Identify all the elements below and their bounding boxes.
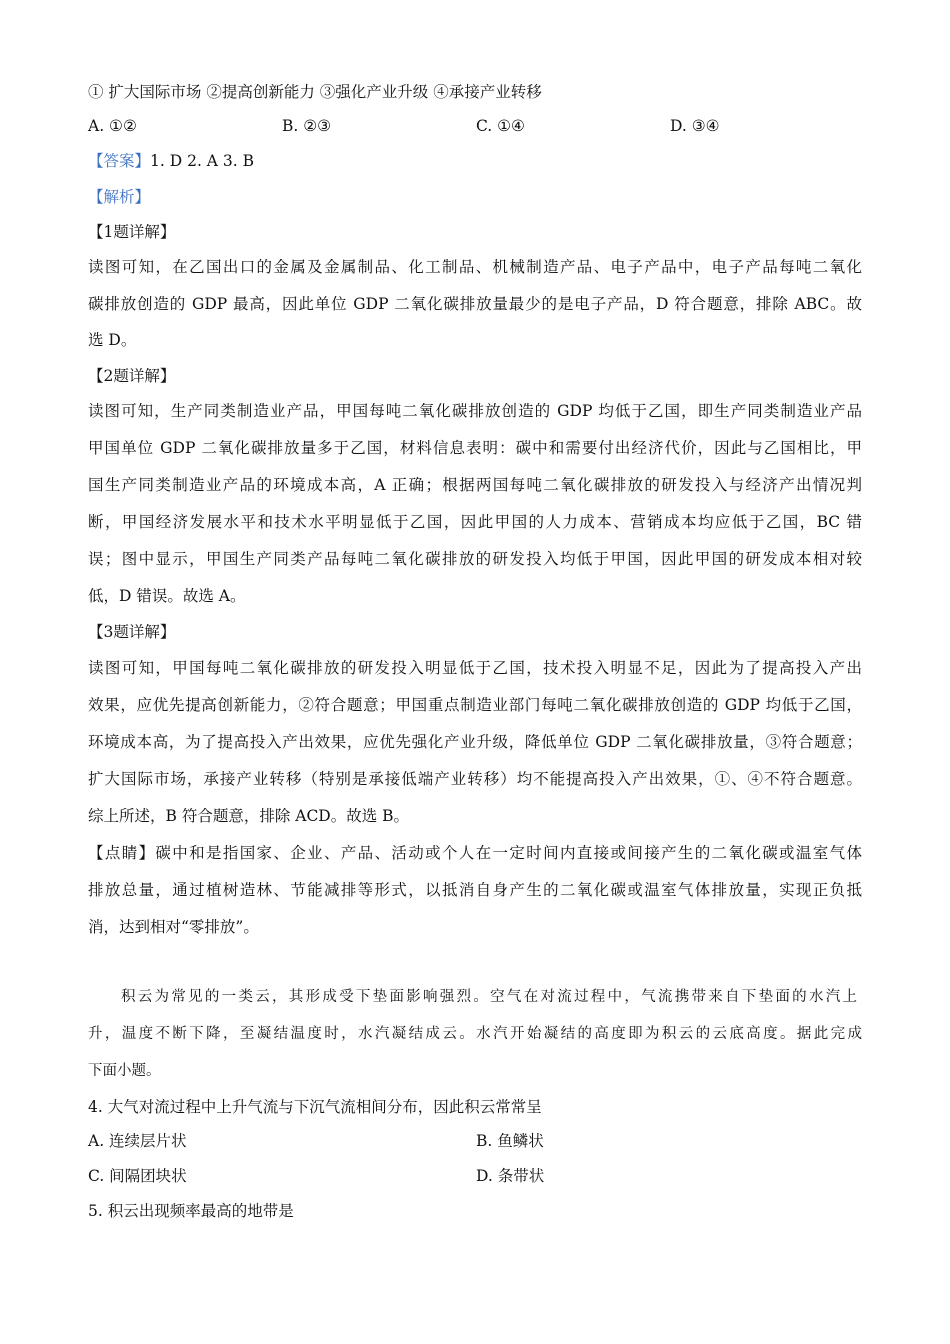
q3-option-b: B. ②③ bbox=[282, 117, 332, 135]
q5-stem: 5. 积云出现频率最高的地带是 bbox=[88, 1202, 294, 1220]
detail3-line: 综上所述，B 符合题意，排除 ACD。故选 B。 bbox=[88, 807, 410, 825]
detail2-heading: 【2题详解】 bbox=[88, 367, 176, 385]
q3-option-a: A. ①② bbox=[88, 117, 137, 135]
detail3-line: 读图可知，甲国每吨二氧化碳排放的研发投入明显低于乙国，技术投入明显不足，因此为了提高投入产出 bbox=[88, 659, 862, 677]
highlight-line bbox=[88, 843, 862, 863]
highlight-line: 排放总量，通过植树造林、节能减排等形式，以抵消自身产生的二氧化碳或温室气体排放量，实现正负抵 bbox=[88, 881, 862, 899]
highlight-line: 消，达到相对“零排放”。 bbox=[88, 918, 259, 936]
detail3-line: 环境成本高，为了提高投入产出效果，应优先强化产业升级，降低单位 GDP 二氧化碳排放量，③符合题意； bbox=[88, 733, 862, 751]
answer-line bbox=[88, 151, 254, 171]
detail2-line: 甲国单位 GDP 二氧化碳排放量多于乙国，材料信息表明：碳中和需要付出经济代价，因此与乙国相比，甲 bbox=[88, 439, 862, 457]
detail2-line: 断，甲国经济发展水平和技术水平明显低于乙国，因此甲国的人力成本、营销成本均应低于乙国，BC 错 bbox=[88, 513, 862, 531]
q3-option-c: C. ①④ bbox=[476, 117, 525, 135]
detail2-line: 国生产同类制造业产品的环境成本高，A 正确；根据两国每吨二氧化碳排放的研发投入与经济产出情况判 bbox=[88, 476, 862, 494]
highlight-text: 碳中和是指国家、企业、产品、活动或个人在一定时间内直接或间接产生的二氧化碳或温室气体 bbox=[155, 844, 862, 862]
answer-text: 1. D 2. A 3. B bbox=[150, 152, 255, 170]
answer-tag: 【答案】 bbox=[88, 152, 151, 170]
detail2-line: 低，D 错误。故选 A。 bbox=[88, 587, 246, 605]
detail2-line: 误；图中显示，甲国生产同类产品每吨二氧化碳排放的研发投入均低于甲国，因此甲国的研发成本相对较 bbox=[88, 550, 862, 568]
q4-stem: 4. 大气对流过程中上升气流与下沉气流相间分布，因此积云常常呈 bbox=[88, 1098, 542, 1116]
q3-choices-line: ① 扩大国际市场 ②提高创新能力 ③强化产业升级 ④承接产业转移 bbox=[88, 83, 542, 101]
analysis-tag: 【解析】 bbox=[88, 188, 151, 206]
q4-option-a: A. 连续层片状 bbox=[88, 1132, 187, 1150]
detail1-heading: 【1题详解】 bbox=[88, 223, 176, 241]
q4-option-b: B. 鱼鳞状 bbox=[476, 1132, 544, 1150]
detail1-line: 读图可知，在乙国出口的金属及金属制品、化工制品、机械制造产品、电子产品中，电子产品每吨二氧化 bbox=[88, 258, 862, 276]
passage-line: 积云为常见的一类云，其形成受下垫面影响强烈。空气在对流过程中，气流携带来自下垫面的水汽上 bbox=[121, 989, 857, 1005]
q3-option-d: D. ③④ bbox=[670, 117, 720, 135]
detail1-line: 选 D。 bbox=[88, 331, 137, 349]
detail1-line: 碳排放创造的 GDP 最高，因此单位 GDP 二氧化碳排放量最少的是电子产品，D 符合题意，排除 ABC。故 bbox=[88, 295, 862, 313]
highlight-tag: 【点睛】 bbox=[88, 844, 156, 862]
q4-option-d: D. 条带状 bbox=[476, 1167, 545, 1185]
detail3-line: 扩大国际市场，承接产业转移（特别是承接低端产业转移）均不能提高投入产出效果，①、④不符合题意。 bbox=[88, 770, 862, 788]
passage-line: 升，温度不断下降，至凝结温度时，水汽凝结成云。水汽开始凝结的高度即为积云的云底高度。据此完成 bbox=[88, 1026, 862, 1042]
detail3-heading: 【3题详解】 bbox=[88, 623, 176, 641]
detail3-line: 效果，应优先提高创新能力，②符合题意；甲国重点制造业部门每吨二氧化碳排放创造的 GDP 均低于乙国， bbox=[88, 696, 862, 714]
passage-line: 下面小题。 bbox=[88, 1063, 161, 1079]
detail2-line: 读图可知，生产同类制造业产品，甲国每吨二氧化碳排放创造的 GDP 均低于乙国，即生产同类制造业产品 bbox=[88, 402, 862, 420]
q4-option-c: C. 间隔团块状 bbox=[88, 1167, 187, 1185]
